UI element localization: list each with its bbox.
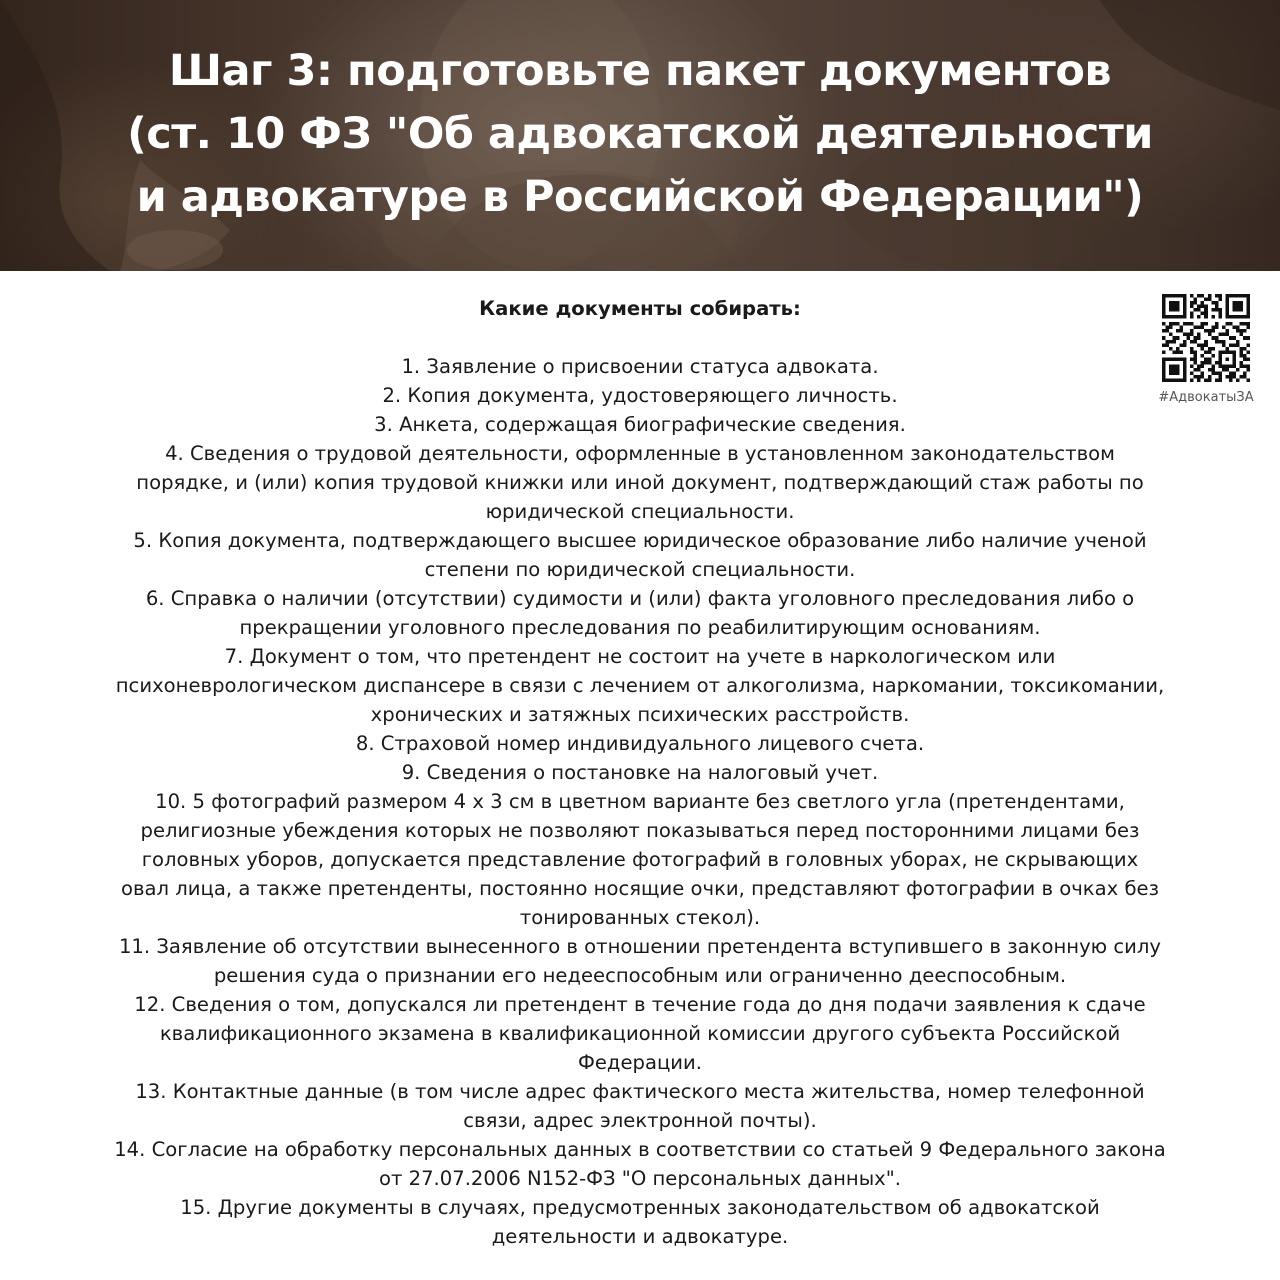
list-item: [40, 932, 1240, 990]
title-line: и адвокатуре в Российской Федерации"): [136, 172, 1144, 222]
hashtag-label: #АдвокатыЗА: [1158, 390, 1254, 405]
list-item-line: Федерации.: [577, 1051, 702, 1074]
list-item-line: 13. Контактные данные (в том числе адрес фактического места жительства, номер телефонной: [135, 1080, 1145, 1103]
list-item: [40, 526, 1240, 584]
list-item: [40, 584, 1240, 642]
list-item-line: решения суда о признании его недееспособным или ограниченно дееспособным.: [213, 964, 1067, 987]
list-item-line: юридической специальности.: [485, 500, 795, 523]
list-item-line: 11. Заявление об отсутствии вынесенного в отношении претендента вступившего в законную силу: [118, 935, 1162, 958]
list-item-line: 8. Страховой номер индивидуального лицевого счета.: [355, 732, 925, 755]
list-item-line: 12. Сведения о том, допускался ли претендент в течение года до дня подачи заявления к сдаче: [134, 993, 1146, 1016]
list-item: [40, 758, 1240, 787]
title-line: (ст. 10 ФЗ "Об адвокатской деятельности: [127, 109, 1153, 159]
list-item-line: 5. Копия документа, подтверждающего высшее юридическое образование либо наличие ученой: [133, 529, 1147, 552]
list-item-line: прекращении уголовного преследования по реабилитирующим основаниям.: [239, 616, 1041, 639]
list-item-line: психоневрологическом диспансере в связи с лечением от алкоголизма, наркомании, токсикомании,: [115, 674, 1165, 697]
list-item: [40, 1077, 1240, 1135]
list-item: [40, 1135, 1240, 1193]
list-item: [40, 439, 1240, 526]
title-line: Шаг 3: подготовьте пакет документов: [168, 46, 1112, 96]
list-item-line: порядке, и (или) копия трудовой книжки или иной документ, подтверждающий стаж работы по: [136, 471, 1144, 494]
list-item: [40, 729, 1240, 758]
section-subheading: Какие документы собирать:: [479, 297, 801, 320]
list-item-line: тонированных стекол).: [519, 906, 761, 929]
list-item: [40, 381, 1240, 410]
list-item-line: 4. Сведения о трудовой деятельности, оформленные в установленном законодательством: [165, 442, 1115, 465]
list-item-line: 10. 5 фотографий размером 4 х 3 см в цветном варианте без светлого угла (претендентами,: [155, 790, 1125, 813]
documents-list: [40, 352, 1240, 1251]
list-item-line: головных уборов, допускается представление фотографий в головных уборах, не скрывающих: [141, 848, 1139, 871]
header-banner: [0, 0, 1280, 271]
list-item: [40, 642, 1240, 729]
list-item-line: связи, адрес электронной почты).: [463, 1109, 817, 1132]
list-item-line: степени по юридической специальности.: [424, 558, 856, 581]
list-item-line: хронических и затяжных психических расстройств.: [370, 703, 910, 726]
list-item: [40, 410, 1240, 439]
list-item-line: 2. Копия документа, удостоверяющего личность.: [382, 384, 898, 407]
list-item: [40, 990, 1240, 1077]
list-item-line: 15. Другие документы в случаях, предусмотренных законодательством об адвокатской: [180, 1196, 1100, 1219]
document-list-section: [40, 294, 1240, 1251]
list-item-line: 14. Согласие на обработку персональных данных в соответствии со статьей 9 Федерального закона: [114, 1138, 1166, 1161]
list-item-line: деятельности и адвокатуре.: [491, 1225, 789, 1248]
list-item-line: овал лица, а также претенденты, постоянно носящие очки, представляют фотографии в очках без: [120, 877, 1160, 900]
page-title: [40, 40, 1240, 229]
list-item-line: 1. Заявление о присвоении статуса адвоката.: [401, 355, 879, 378]
list-item-line: квалификационного экзамена в квалификационной комиссии другого субъекта Российской: [159, 1022, 1121, 1045]
list-item-line: религиозные убеждения которых не позволяют показываться перед посторонними лицами без: [140, 819, 1140, 842]
list-item-line: 6. Справка о наличии (отсутствии) судимости и (или) факта уголовного преследования либо о: [145, 587, 1135, 610]
list-item-line: 3. Анкета, содержащая биографические сведения.: [374, 413, 906, 436]
list-item: [40, 1193, 1240, 1251]
list-item-line: 9. Сведения о постановке на налоговый учет.: [401, 761, 879, 784]
list-item: [40, 352, 1240, 381]
list-item-line: 7. Документ о том, что претендент не состоит на учете в наркологическом или: [224, 645, 1056, 668]
list-item: [40, 787, 1240, 932]
spacer: [40, 323, 1240, 352]
list-item-line: от 27.07.2006 N152-ФЗ "О персональных данных".: [378, 1167, 902, 1190]
